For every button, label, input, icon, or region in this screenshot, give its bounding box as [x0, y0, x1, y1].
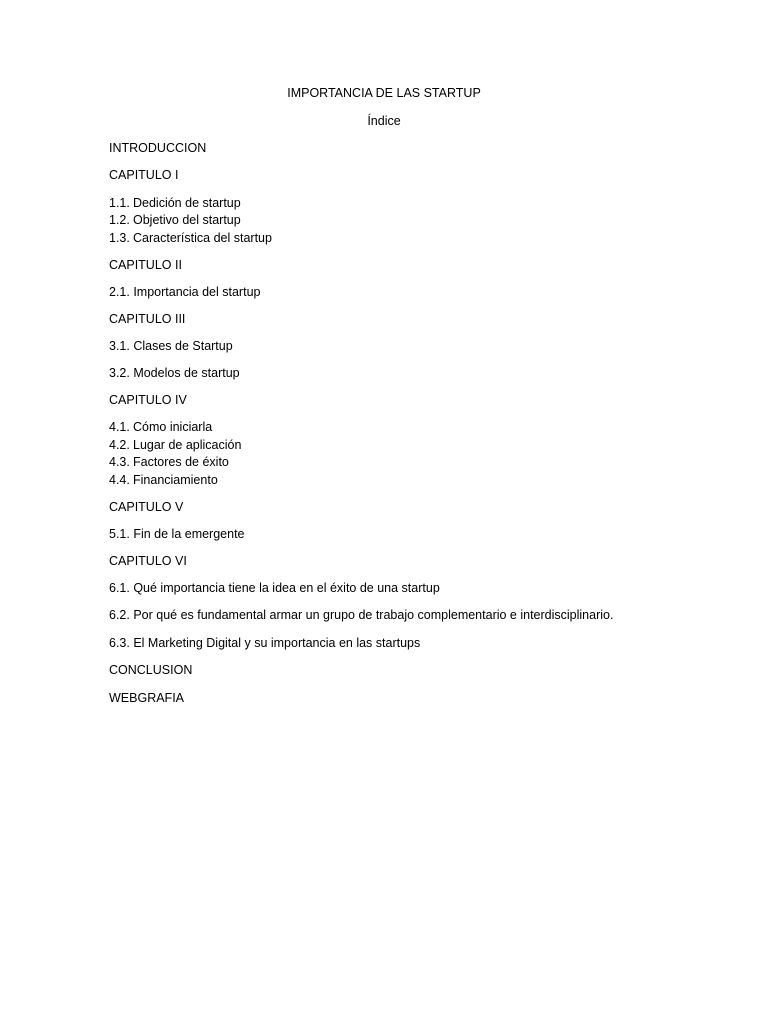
toc-chapter-5-heading: CAPITULO V	[109, 500, 184, 514]
toc-item-number: 1.3.	[109, 231, 130, 245]
toc-item-1-3	[109, 230, 272, 246]
index-heading: Índice	[367, 114, 401, 128]
toc-chapter-1-heading: CAPITULO I	[109, 168, 179, 182]
toc-item-number: 4.1.	[109, 420, 130, 434]
toc-item-4-2	[109, 437, 241, 453]
toc-item-text: Objetivo del startup	[133, 213, 241, 227]
toc-item-6-1: 6.1. Qué importancia tiene la idea en el éxito de una startup	[109, 581, 440, 595]
toc-item-number: 4.2.	[109, 438, 130, 452]
toc-item-4-1	[109, 419, 212, 435]
toc-item-6-3: 6.3. El Marketing Digital y su importancia en las startups	[109, 636, 421, 650]
toc-item-text: Cómo iniciarla	[133, 420, 213, 434]
toc-introduccion: INTRODUCCION	[109, 141, 207, 155]
toc-item-text: Característica del startup	[133, 231, 272, 245]
toc-item-number: 4.3.	[109, 455, 130, 469]
toc-item-2-1: 2.1. Importancia del startup	[109, 285, 261, 299]
toc-item-5-1: 5.1. Fin de la emergente	[109, 527, 245, 541]
toc-chapter-4-heading: CAPITULO IV	[109, 393, 187, 407]
toc-chapter-3-heading: CAPITULO III	[109, 312, 186, 326]
toc-chapter-6-heading: CAPITULO VI	[109, 554, 187, 568]
toc-item-text: Lugar de aplicación	[133, 438, 242, 452]
toc-item-6-2: 6.2. Por qué es fundamental armar un grupo de trabajo complementario e interdisciplinario.	[109, 608, 614, 622]
toc-item-text: Factores de éxito	[133, 455, 229, 469]
toc-item-4-4	[109, 472, 218, 488]
toc-chapter-2-heading: CAPITULO II	[109, 258, 182, 272]
toc-item-number: 4.4.	[109, 473, 130, 487]
toc-item-number: 1.1.	[109, 196, 130, 210]
toc-item-3-2: 3.2. Modelos de startup	[109, 366, 240, 380]
toc-item-4-3	[109, 454, 229, 470]
toc-item-3-1: 3.1. Clases de Startup	[109, 339, 233, 353]
toc-conclusion: CONCLUSION	[109, 663, 193, 677]
toc-item-1-2	[109, 212, 241, 228]
toc-item-1-1	[109, 195, 241, 211]
document-title: IMPORTANCIA DE LAS STARTUP	[287, 86, 481, 100]
toc-item-text: Dedición de startup	[133, 196, 241, 210]
toc-webgrafia: WEBGRAFIA	[109, 691, 185, 705]
toc-item-number: 1.2.	[109, 213, 130, 227]
toc-item-text: Financiamiento	[133, 473, 218, 487]
